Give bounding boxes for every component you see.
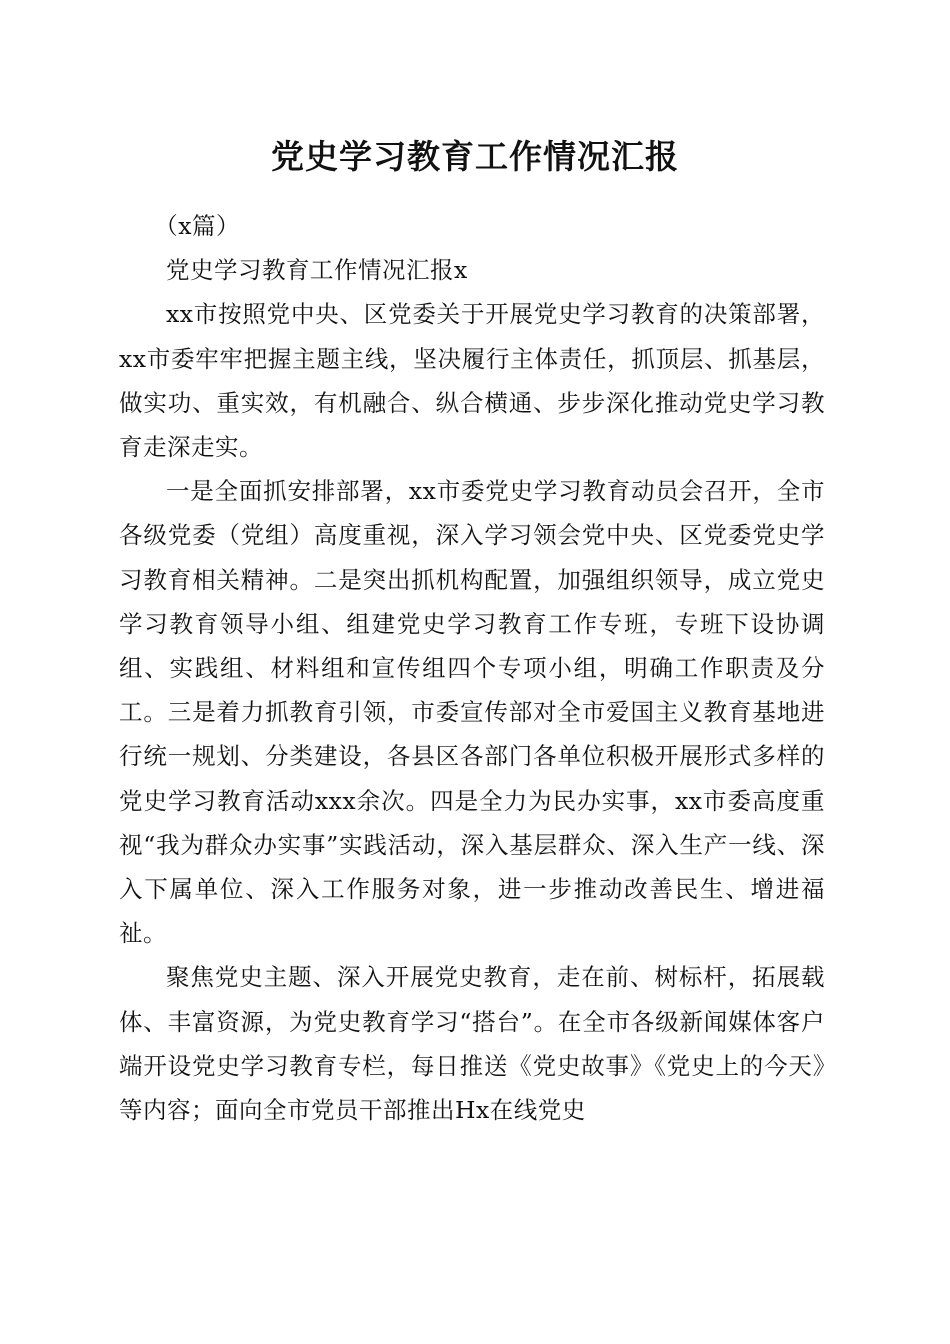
intro-paragraph: xx市按照党中央、区党委关于开展党史学习教育的决策部署，xx市委牢牢把握主题主线，坚决履行主体责任，抓顶层、抓基层，做实功、重实效，有机融合、纵合横通、步步深化推动党史学习教育走深走实。: [119, 300, 825, 462]
focus-paragraph: 聚焦党史主题、深入开展党史教育，走在前、树标杆，拓展载体、丰富资源，为党史教育学习“搭台”。在全市各级新闻媒体客户端开设党史学习教育专栏，每日推送《党史故事》《党史上的今天》等内容；面向全市党员干部推出Hx在线党史: [119, 963, 825, 1125]
document-title: 党史学习教育工作情况汇报: [271, 137, 679, 176]
section-heading: 党史学习教育工作情况汇报x: [166, 256, 468, 285]
measures-paragraph: 一是全面抓安排部署，xx市委党史学习教育动员会召开，全市各级党委（党组）高度重视，深入学习领会党中央、区党委党史学习教育相关精神。二是突出抓机构配置，加强组织领导，成立党史学习教育领导小组、组建党史学习教育工作专班，专班下设协调组、实践组、材料组和宣传组四个专项小组，明确工作职责及分工。三是着力抓教育引领，市委宣传部对全市爱国主义教育基地进行统一规划、分类建设，各县区各部门各单位积极开展形式多样的党史学习教育活动xxx余次。四是全力为民办实事，xx市委高度重视“我为群众办实事”实践活动，深入基层群众、深入生产一线、深入下属单位、深入工作服务对象，进一步推动改善民生、增进福祉。: [119, 477, 825, 948]
section-note: （x篇）: [154, 212, 241, 240]
document-body: [119, 204, 825, 1132]
